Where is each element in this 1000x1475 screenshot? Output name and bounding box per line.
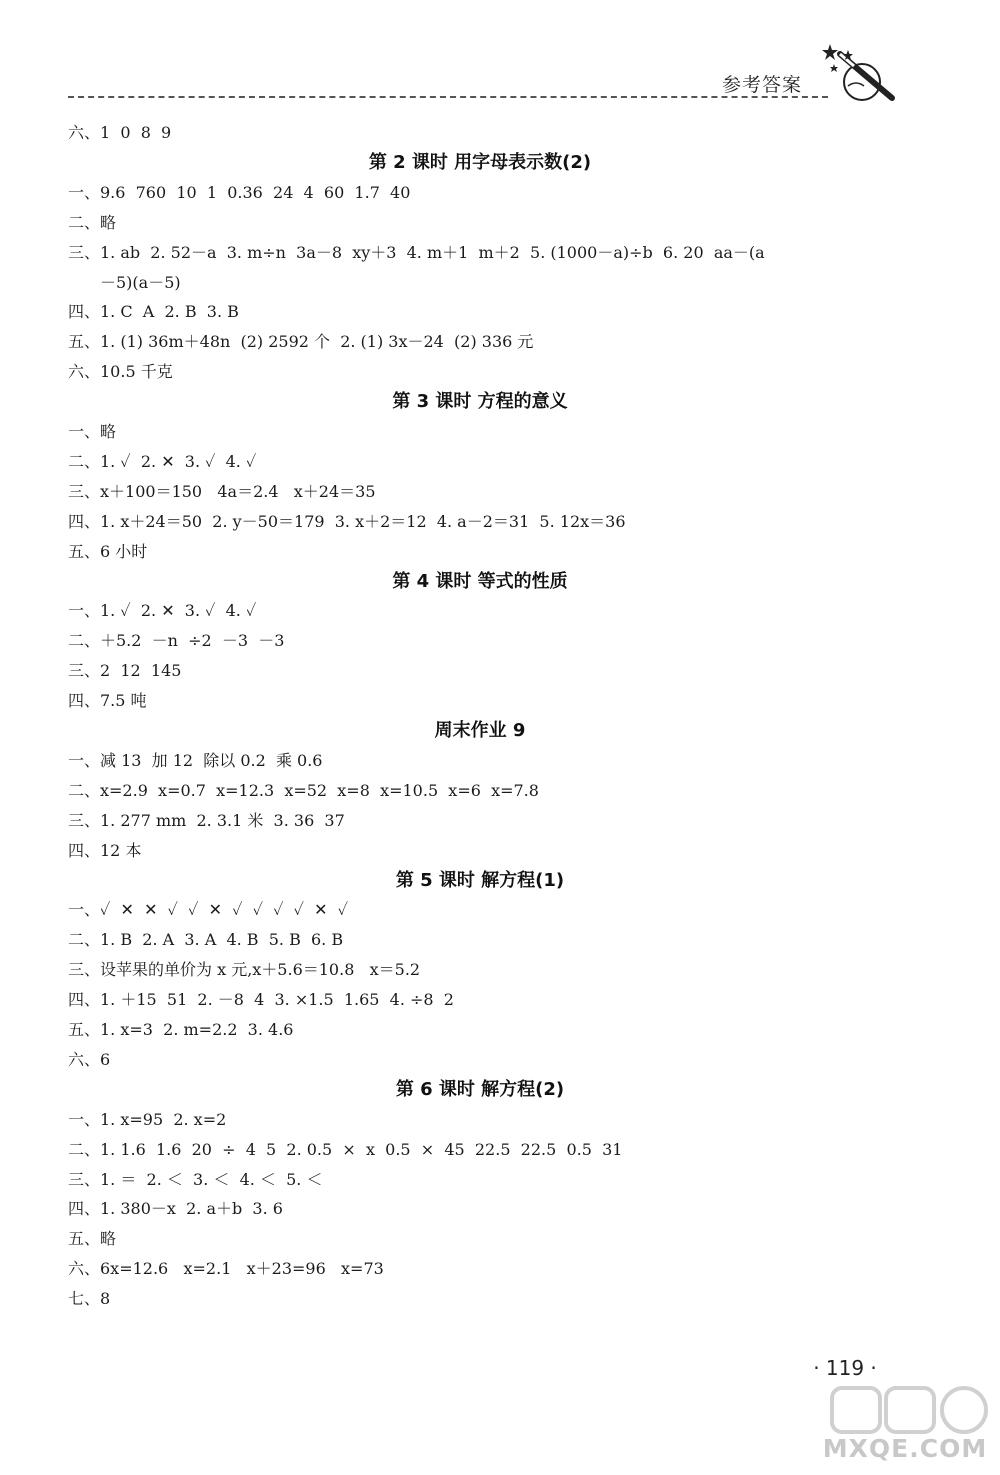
answer-line: 六、6 — [68, 1050, 111, 1069]
page-number: · 119 · — [813, 1356, 877, 1380]
answer-line: 二、x=2.9 x=0.7 x=12.3 x=52 x=8 x=10.5 x=6 x=7.8 — [68, 781, 539, 800]
answer-line: 二、1. B 2. A 3. A 4. B 5. B 6. B — [68, 930, 344, 949]
watermark-url: MXQE.COM — [822, 1434, 988, 1463]
answer-line: 四、1. C A 2. B 3. B — [68, 302, 239, 321]
answer-line: 五、6 小时 — [68, 542, 148, 561]
section-heading: 第 4 课时 等式的性质 — [392, 571, 568, 592]
answer-line: 七、8 — [68, 1289, 111, 1308]
answer-line: 一、1. x=95 2. x=2 — [68, 1110, 227, 1129]
answer-line: 二、1. 1.6 1.6 20 ÷ 4 5 2. 0.5 × x 0.5 × 45 22.5 22.5 0.5 31 — [68, 1140, 623, 1159]
answer-line: 一、略 — [68, 422, 117, 441]
section-heading: 周末作业 9 — [434, 720, 526, 741]
answer-line: 四、7.5 吨 — [68, 691, 147, 710]
answer-line: 三、1. ab 2. 52－a 3. m÷n 3a－8 xy＋3 4. m＋1 m＋2 5. (1000－a)÷b 6. 20 aa－(a — [68, 243, 765, 262]
answer-line: 三、2 12 145 — [68, 661, 182, 680]
section-heading: 第 3 课时 方程的意义 — [392, 391, 568, 412]
answer-line: 一、减 13 加 12 除以 0.2 乘 0.6 — [68, 751, 323, 770]
answer-line: 一、✓ ✕ ✕ ✓ ✓ ✕ ✓ ✓ ✓ ✓ ✕ ✓ — [68, 900, 349, 919]
answer-line: 六、6x=12.6 x=2.1 x＋23=96 x=73 — [68, 1259, 384, 1278]
header-divider — [68, 96, 828, 98]
watermark-logo — [830, 1384, 990, 1436]
header-label: 参考答案 — [722, 74, 803, 96]
answer-line: 四、12 本 — [68, 841, 142, 860]
answer-line: 一、9.6 760 10 1 0.36 24 4 60 1.7 40 — [68, 183, 411, 202]
answer-line: 一、1. ✓ 2. ✕ 3. ✓ 4. ✓ — [68, 601, 257, 620]
section-heading: 第 5 课时 解方程(1) — [395, 870, 565, 891]
answer-line: 三、设苹果的单价为 x 元,x＋5.6＝10.8 x＝5.2 — [68, 960, 421, 979]
answer-line: 五、1. x=3 2. m=2.2 3. 4.6 — [68, 1020, 294, 1039]
answer-line: 三、1. 277 mm 2. 3.1 米 3. 36 37 — [68, 811, 345, 830]
answer-line: 三、1. ＝ 2. ＜ 3. ＜ 4. ＜ 5. ＜ — [68, 1170, 323, 1189]
answer-line: 二、1. ✓ 2. ✕ 3. ✓ 4. ✓ — [68, 452, 257, 471]
answer-line: 二、＋5.2 －n ÷2 －3 －3 — [68, 631, 285, 650]
answer-line: 六、1 0 8 9 — [68, 123, 172, 142]
answer-line: 四、1. x＋24＝50 2. y－50＝179 3. x＋2＝12 4. a－2＝31 5. 12x＝36 — [68, 512, 626, 531]
answer-line: 二、略 — [68, 213, 117, 232]
answer-line: 六、10.5 千克 — [68, 362, 173, 381]
answer-line: 四、1. ＋15 51 2. －8 4 3. ×1.5 1.65 4. ÷8 2 — [68, 990, 454, 1009]
answer-line: 五、略 — [68, 1229, 117, 1248]
section-heading: 第 6 课时 解方程(2) — [395, 1079, 565, 1100]
watermark — [820, 1384, 990, 1469]
magic-wand-icon — [818, 40, 902, 106]
answer-line: 五、1. (1) 36m＋48n (2) 2592 个 2. (1) 3x－24 (2) 336 元 — [68, 332, 534, 351]
answer-line: 四、1. 380－x 2. a＋b 3. 6 — [68, 1199, 283, 1218]
answer-line: －5)(a－5) — [100, 273, 181, 292]
answer-line: 三、x＋100＝150 4a＝2.4 x＋24＝35 — [68, 482, 376, 501]
section-heading: 第 2 课时 用字母表示数(2) — [368, 152, 592, 173]
